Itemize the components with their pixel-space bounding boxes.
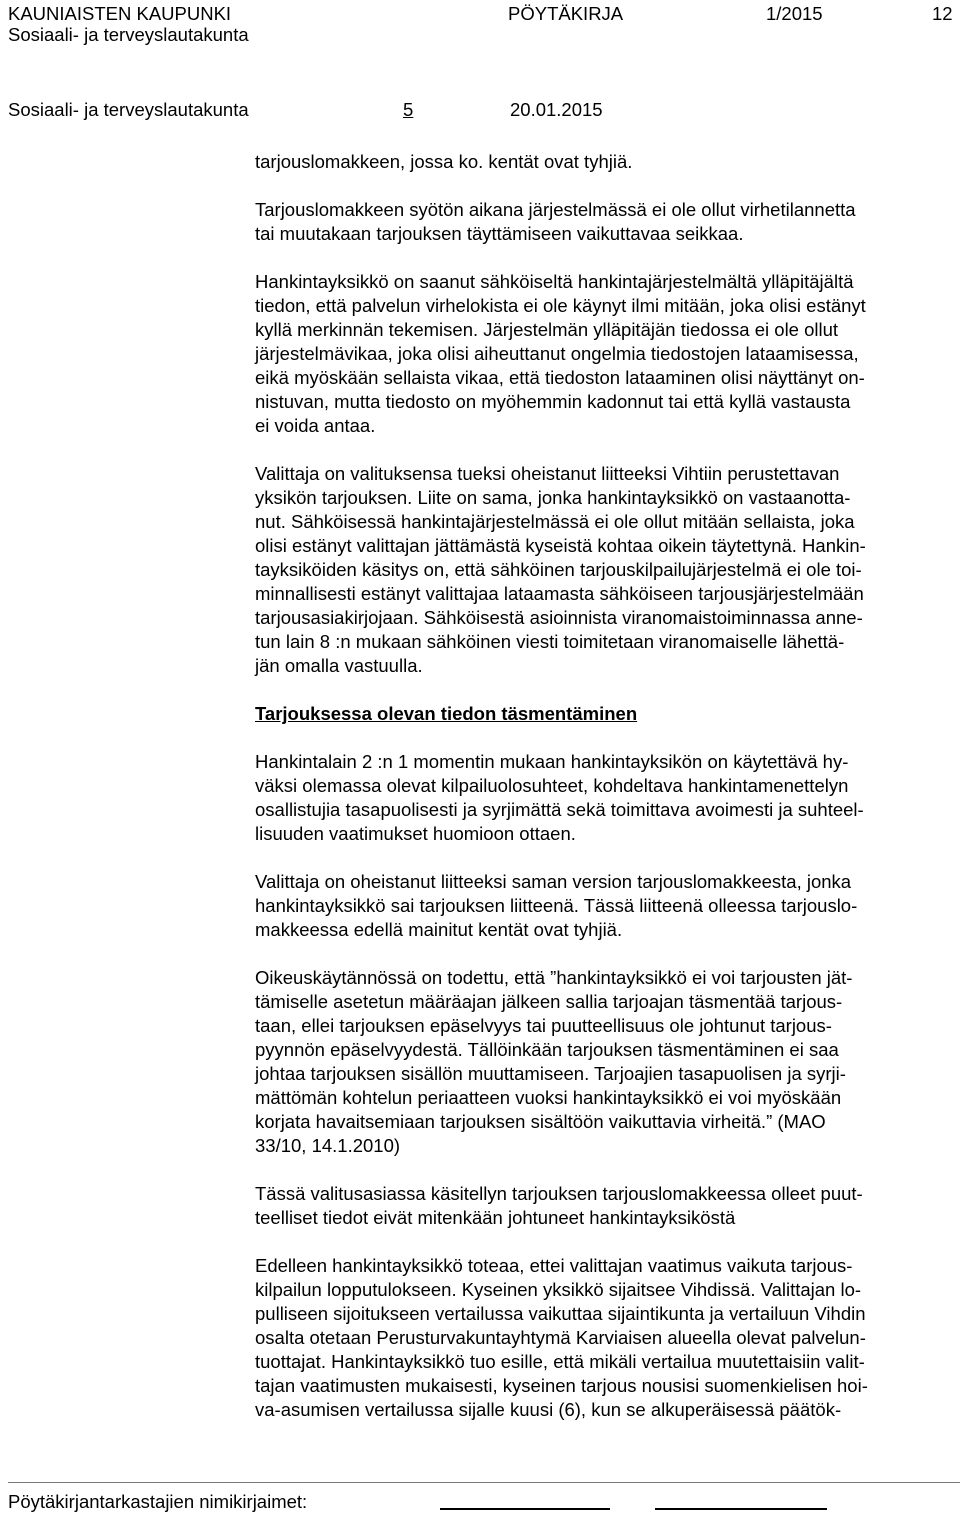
page-number: 12 (932, 3, 953, 24)
footer-initials-label: Pöytäkirjantarkastajien nimikirjaimet: (8, 1491, 308, 1512)
paragraph-5: Hankintalain 2 :n 1 momentin mukaan hankintayksikön on käytettävä hy- väksi olemassa olevat kilpailuolosuhteet, kohdeltava hankintamenettelyn osallistujia tasapuolisesti ja syrjimättä sekä toimittava avoimesti ja suhteel- lisuuden vaatimukset huomioon ottaen. (255, 751, 864, 844)
paragraph-4: Valittaja on valituksensa tueksi oheistanut liitteeksi Vihtiin perustettavan yksikön tarjouksen. Liite on sama, jonka hankintayksikkö on vastaanotta- nut. Sähköisessä hankintajärjestelmässä ei ole ollut mitään sellaista, joka olisi estänyt valittajan jättämästä kyseistä kohtaa oikein täytettynä. Hankin- tayksiköiden käsitys on, että sähköinen tarjouskilpailujärjestelmä ei ole toi- minnallisesti estänyt valittajaa lataamasta sähköiseen tarjousjärjestelmään tarjousasiakirjojaan. Sähköisestä asioinnista viranomaistoiminnassa anne- tun lain 8 :n mukaan sähköinen viesti toimitetaan viranomaiselle lähettä- jän omalla vastuulla. (255, 463, 866, 676)
paragraph-2: Tarjouslomakkeen syötön aikana järjestelmässä ei ole ollut virhetilannetta tai muutakaan tarjouksen täyttämiseen vaikuttavaa seikkaa. (255, 199, 856, 244)
paragraph-6: Valittaja on oheistanut liitteeksi saman version tarjouslomakkeesta, jonka hankintayksikkö sai tarjouksen liitteenä. Tässä liitteenä olleessa tarjouslo- makkeessa edellä mainitut kentät ovat tyhjiä. (255, 871, 858, 940)
document-number: 1/2015 (766, 3, 823, 24)
footer-divider (8, 1482, 960, 1483)
paragraph-1: tarjouslomakkeen, jossa ko. kentät ovat tyhjiä. (255, 151, 633, 172)
section-date: 20.01.2015 (510, 99, 603, 120)
org-name: KAUNIAISTEN KAUPUNKI (8, 3, 232, 24)
initials-line-1 (440, 1508, 610, 1510)
document-body (255, 150, 955, 1422)
paragraph-9: Edelleen hankintayksikkö toteaa, ettei valittajan vaatimus vaikuta tarjous- kilpailun lopputulokseen. Kyseinen yksikkö sijaitsee Vihdissä. Valittajan lo- pulliseen sijoitukseen vertailussa vaikuttaa sijaintikunta ja vertailuun Vihdin osalta otetaan Perusturvakuntayhtymä Karviaisen alueella olevat palvelun- tuottajat. Hankintayksikkö tuo esille, että mikäli vertailua muutettaisiin valit- tajan vaatimusten mukaisesti, kyseinen tarjous nousisi suomenkielisen hoi- va-asumisen vertailussa sijalle kuusi (6), kun se alkuperäisessä päätök- (255, 1255, 868, 1420)
initials-line-2 (655, 1508, 827, 1510)
section-item-number: 5 (403, 99, 414, 120)
paragraph-3: Hankintayksikkö on saanut sähköiseltä hankintajärjestelmältä ylläpitäjältä tiedon, että palvelun virhelokista ei ole käynyt ilmi mitään, joka olisi estänyt kyllä merkinnän tekemisen. Järjestelmän ylläpitäjän tiedossa ei ole ollut järjestelmävikaa, joka olisi aiheuttanut ongelmia tiedostojen lataamisessa, eikä myöskään sellaista vikaa, että tiedoston lataaminen olisi näyttänyt on- nistuvan, mutta tiedosto on myöhemmin kadonnut tai että kyllä vastausta ei voida antaa. (255, 271, 866, 436)
document-type: PÖYTÄKIRJA (508, 3, 624, 24)
paragraph-8: Tässä valitusasiassa käsitellyn tarjouksen tarjouslomakkeessa olleet puut- teelliset tiedot eivät mitenkään johtuneet hankintayksiköstä (255, 1183, 863, 1228)
paragraph-7: Oikeuskäytännössä on todettu, että ”hankintayksikkö ei voi tarjousten jät- tämiselle asetetun määräajan jälkeen sallia tarjoajan täsmentää tarjous- taan, ellei tarjouksen epäselvyys tai puutteellisuus ole johtunut tarjous- pyynnön epäselvyydestä. Tällöinkään tarjouksen täsmentäminen ei saa johtaa tarjouksen sisällön muuttamiseen. Tarjoajien tasapuolisen ja syrji- mättömän kohtelun periaatteen vuoksi hankintayksikkö ei voi myöskään korjata havaitsemiaan tarjouksen sisältöön vaikuttavia virheitä.” (MAO 33/10, 14.1.2010) (255, 967, 853, 1156)
section-heading: Tarjouksessa olevan tiedon täsmentäminen (255, 703, 638, 724)
board-name: Sosiaali- ja terveyslautakunta (8, 24, 249, 45)
section-board: Sosiaali- ja terveyslautakunta (8, 99, 249, 120)
section-header (8, 98, 708, 122)
